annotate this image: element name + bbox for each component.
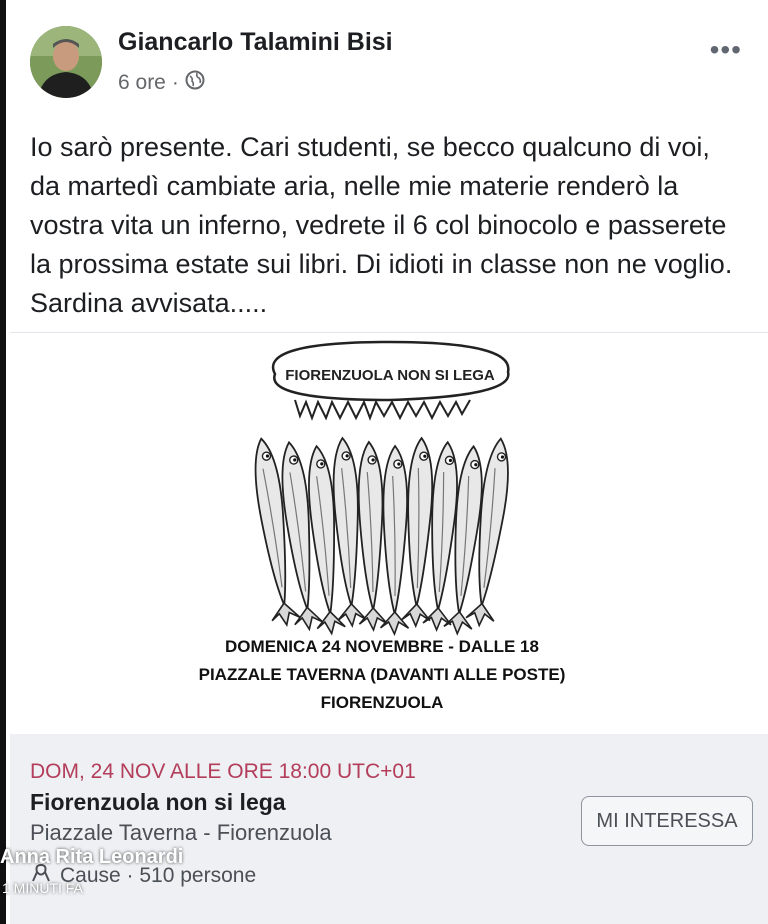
globe-icon [185, 70, 205, 96]
author-avatar[interactable] [30, 26, 102, 98]
poster-line-town: FIORENZUOLA [320, 693, 444, 712]
event-card[interactable] [10, 734, 768, 924]
more-options-icon[interactable]: ••• [709, 34, 742, 65]
post-time[interactable]: 6 ore [118, 71, 166, 94]
meta-separator: · [171, 71, 179, 94]
sardine [357, 442, 388, 630]
speech-bubble-text: FIORENZUOLA NON SI LEGA [285, 367, 495, 384]
post-meta [118, 70, 205, 96]
divider [10, 332, 768, 333]
sardine [380, 446, 411, 634]
interested-button[interactable]: MI INTERESSA [581, 796, 753, 846]
event-cause-text: Cause · 510 persone [60, 864, 257, 887]
overlay-user-name: Anna Rita Leonardi [0, 846, 184, 868]
author-name[interactable]: Giancarlo Talamini Bisi [118, 28, 393, 56]
poster-line-place: PIAZZALE TAVERNA (DAVANTI ALLE POSTE) [198, 665, 566, 684]
overlay-time: 1 MINUTI FA [2, 880, 83, 896]
speech-bubble [273, 342, 508, 418]
event-title[interactable]: Fiorenzuola non si lega [30, 789, 286, 815]
event-place: Piazzale Taverna - Fiorenzuola [30, 820, 332, 845]
event-poster-image[interactable] [10, 334, 768, 734]
event-date: DOM, 24 NOV ALLE ORE 18:00 UTC+01 [30, 760, 416, 783]
poster-line-date: DOMENICA 24 NOVEMBRE - DALLE 18 [225, 637, 539, 656]
sardines-illustration [249, 437, 516, 635]
post-text: Io sarò presente. Cari studenti, se becco qualcuno di voi, da martedì cambiate aria, nelle mie materie renderò la vostra vita un inferno, vedrete il 6 col binocolo e passerete la prossima estate sui libri. Di idioti in classe non ne voglio. Sardina avvisata..... [30, 132, 733, 318]
screen-edge [0, 0, 6, 924]
